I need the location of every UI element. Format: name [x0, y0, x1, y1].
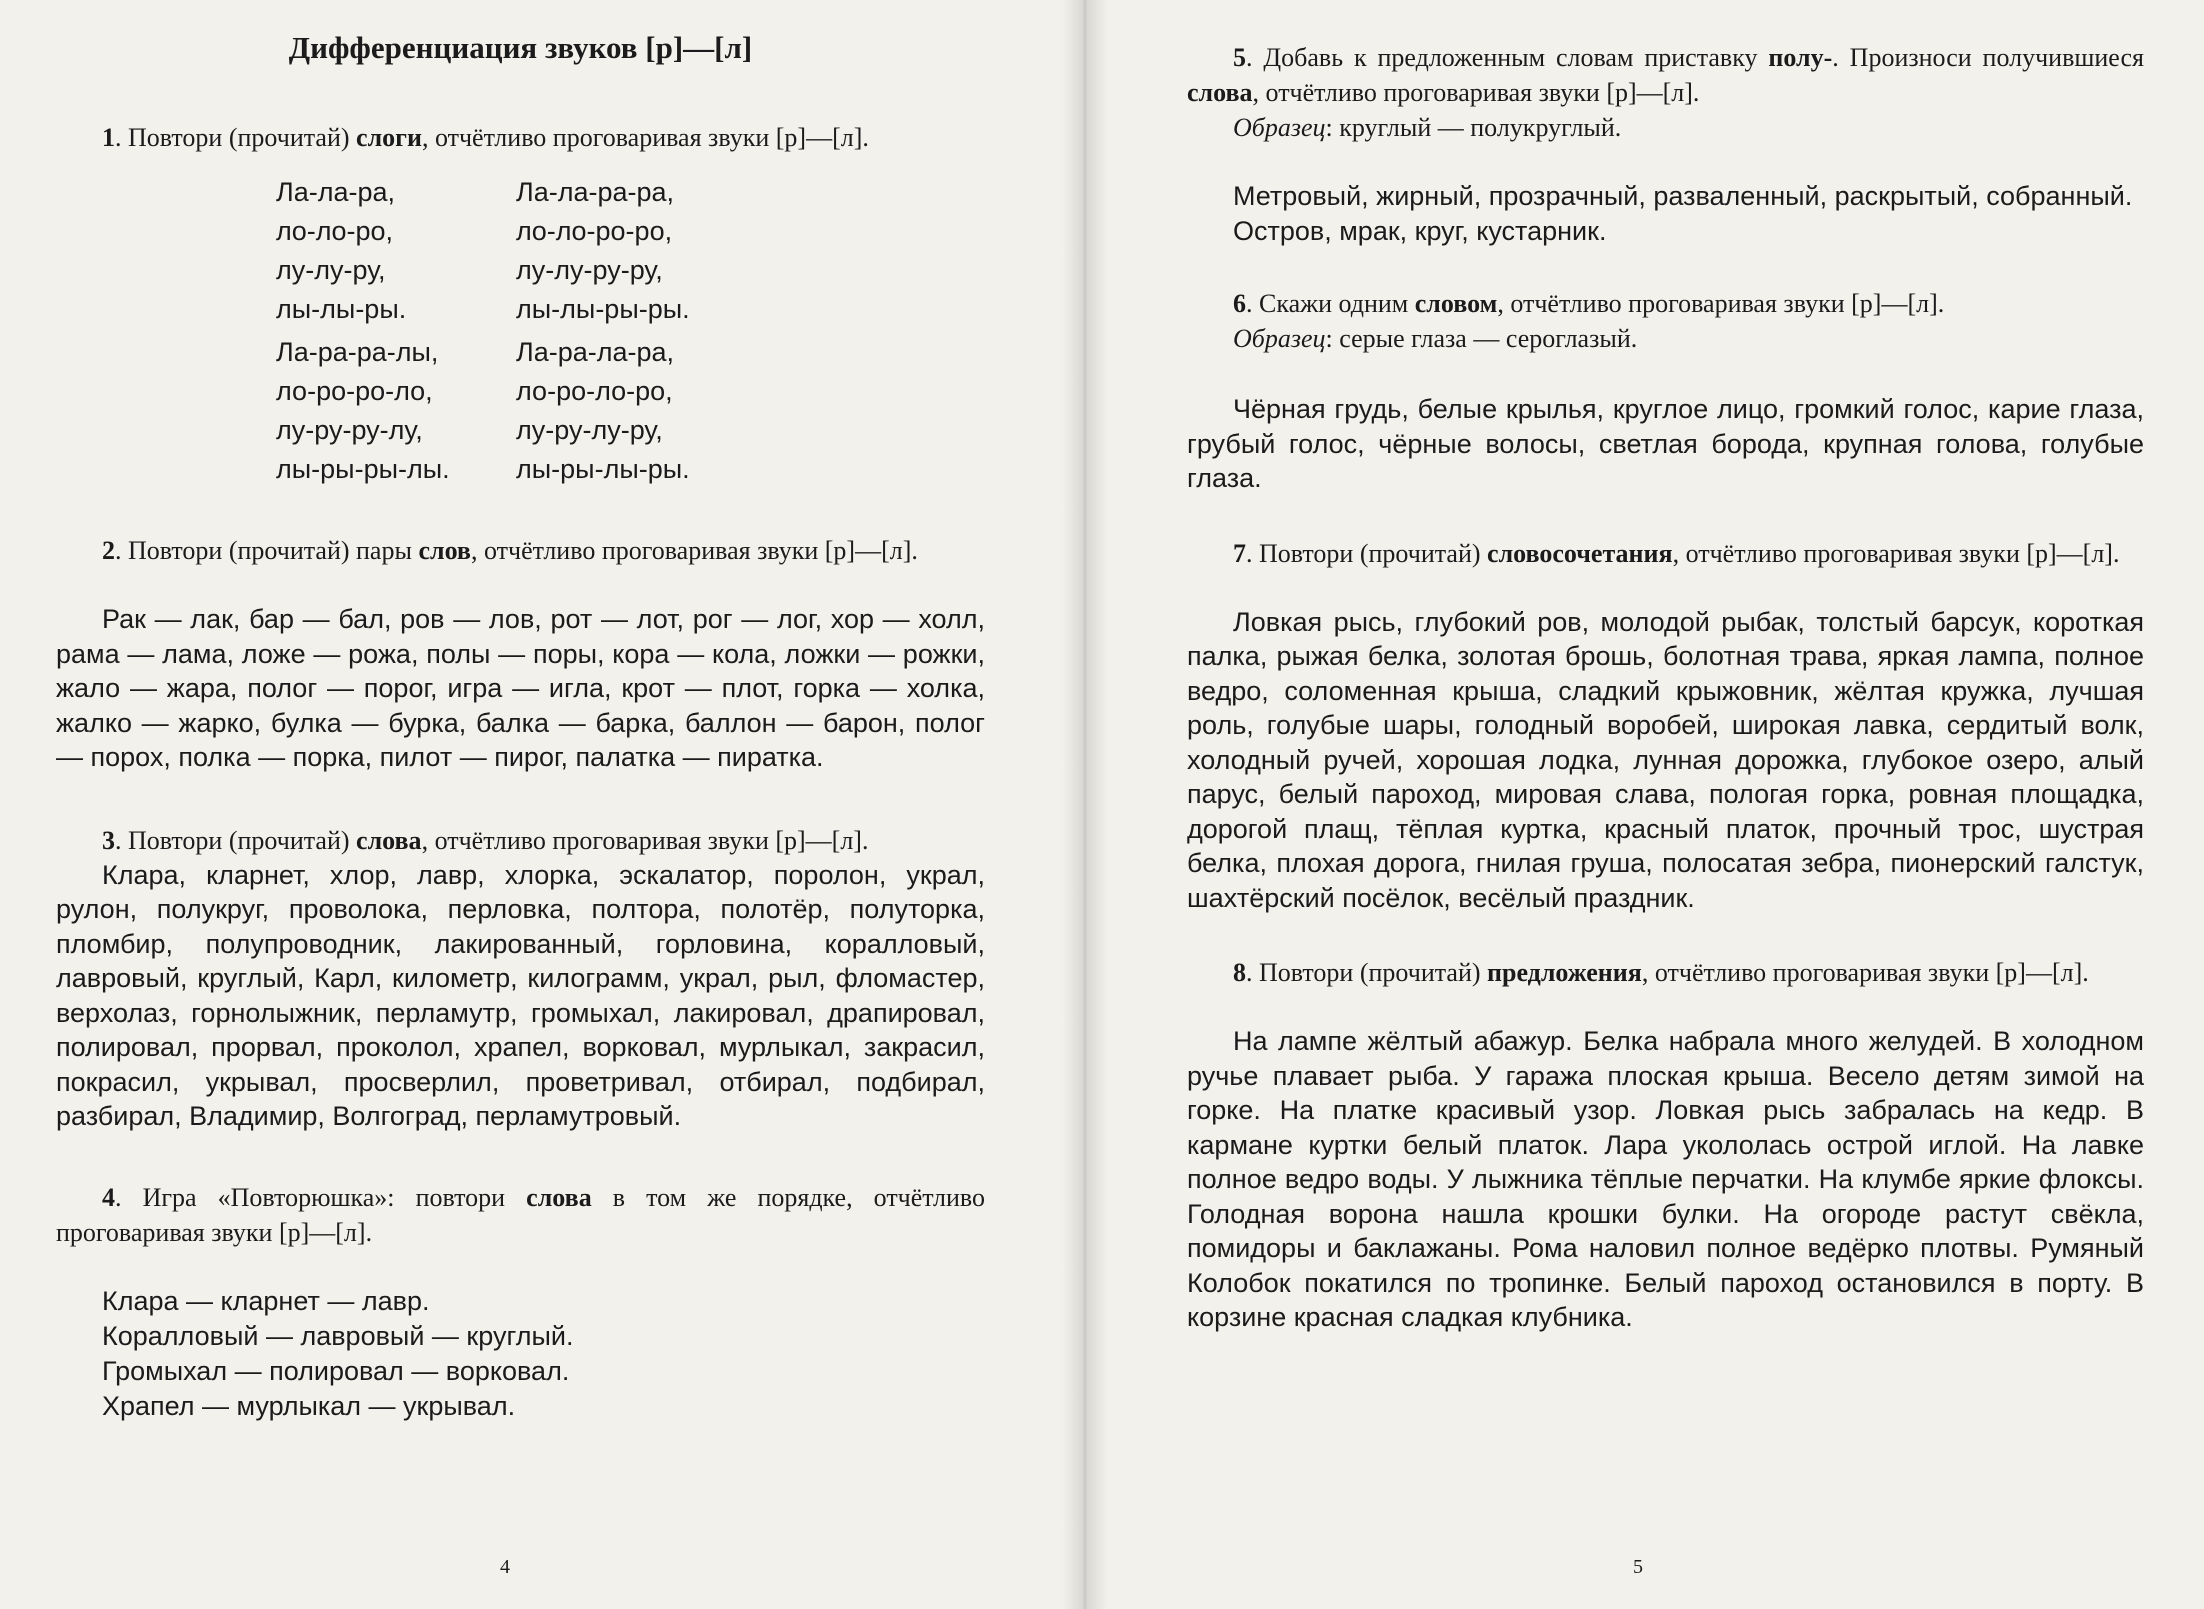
task-3-instruction: 3. Повтори (прочитай) слова, отчётливо проговаривая звуки [р]—[л]. — [102, 825, 869, 855]
page-number: 5 — [1633, 1556, 1643, 1578]
right-page — [1085, 0, 2204, 1609]
task-6-instruction: 6. Скажи одним словом, отчётливо проговаривая звуки [р]—[л]. — [1233, 289, 1945, 318]
syllable-line: лы-ры-лы-ры. — [516, 454, 690, 484]
syllable-line: лу-лу-ру, — [276, 255, 386, 285]
task-2-body: Рак — лак, бар — бал, ров — лов, рот — лот, рог — лог, хор — холл, рама — лама, ложе — рожа, полы — поры, кора — кола, ложки — рожки, жало — жара, полог — порог, игра — игла, крот — плот, горка — холка, жалко — жарко, булка — бурка, балка — барка, баллон — барон, полог — порох, полка — порка, пилот — пирог, палатка — пиратка. — [56, 604, 985, 772]
task-8-body: На лампе жёлтый абажур. Белка набрала много желудей. В холодном ручье плавает рыба. У гаража плоская крыша. Весело детям зимой на горке. На платке красивый узор. Ловкая рысь забралась на кедр. В кармане куртки белый платок. Лара укололась острой иглой. На лавке полное ведро воды. У лыжника тёплые перчатки. На клумбе яркие флоксы. Голодная ворона нашла крошки булки. На огороде растут свёкла, помидоры и баклажаны. Рома наловил полное ведёрко плотвы. Румяный Колобок покатился по тропинке. Белый пароход остановился в порту. В корзине красная сладкая клубника. — [1187, 1026, 2144, 1332]
task-number: 6 — [1233, 289, 1246, 318]
syllable-line: Ла-ла-ра, — [276, 177, 396, 207]
list-item: Громыхал — полировал — ворковал. — [102, 1355, 570, 1386]
task-number: 7 — [1233, 538, 1246, 568]
syllable-line: лo-лo-ро, — [276, 216, 394, 246]
task-4-list — [56, 1284, 985, 1424]
list-item: Клара — кларнет — лавр. — [102, 1285, 430, 1316]
syllable-line: лу-лу-ру-ру, — [516, 255, 663, 285]
syllable-line: Ла-ра-ла-ра, — [516, 337, 675, 367]
syllable-line: Ла-ла-ра-ра, — [516, 177, 675, 207]
task-5-body-2: Остров, мрак, круг, кустарник. — [1233, 215, 1607, 246]
task-5-instruction: 5. Добавь к предложенным словам приставку полу-. Произноси получившиеся слова, отчётливо проговаривая звуки [р]—[л]. — [1187, 43, 2144, 107]
task-number: 4 — [102, 1182, 115, 1212]
syllable-line: Ла-ра-ра-лы, — [276, 337, 439, 367]
task-5-body-1: Метровый, жирный, прозрачный, разваленный, раскрытый, собранный. — [1233, 181, 2133, 211]
task-number: 2 — [102, 536, 115, 565]
task-3-body: Клара, кларнет, хлор, лавр, хлорка, эскалатор, поролон, украл, рулон, полукруг, проволока, перловка, полтора, полотёр, полуторка, пломбир, полупроводник, лакированный, горловина, коралловый, лавровый, круглый, Карл, километр, килограмм, украл, рыл, фломастер, верхолаз, горнолыжник, перламутр, громыхал, лакировал, драпировал, полировал, прорвал, проколол, храпел, ворковал, мурлыкал, закрасил, покрасил, укрывал, просверлил, проветривал, отбирал, подбирал, разбирал, Владимир, Волгоград, перламутровый. — [56, 859, 985, 1131]
task-7-instruction: 7. Повтори (прочитай) словосочетания, отчётливо проговаривая звуки [р]—[л]. — [1233, 538, 2120, 568]
syllable-line: лo-лo-ро-ро, — [516, 216, 673, 246]
task-number: 1 — [102, 123, 115, 152]
task-8-instruction: 8. Повтори (прочитай) предложения, отчётливо проговаривая звуки [р]—[л]. — [1233, 958, 2089, 987]
task-7-body: Ловкая рысь, глубокий ров, молодой рыбак, толстый барсук, короткая палка, рыжая белка, золотая брошь, болотная трава, яркая лампа, полное ведро, соломенная крыша, сладкий крыжовник, жёлтая кружка, лучшая роль, голубые шары, голодный воробей, широкая лавка, сердитый волк, холодный ручей, хорошая лодка, лунная дорожка, глубокое озеро, алый парус, белый пароход, мировая слава, пологая горка, ровная площадка, дорогой плащ, тёплая куртка, красный платок, прочный трос, шустрая белка, плохая дорога, гнилая груша, полосатая зебра, пионерский галстук, шахтёрский посёлок, весёлый праздник. — [1187, 606, 2144, 913]
task-2-instruction: 2. Повтори (прочитай) пары слов, отчётливо проговаривая звуки [р]—[л]. — [102, 536, 918, 565]
page-number: 4 — [500, 1556, 510, 1578]
syllables-block-2 — [276, 333, 985, 489]
task-number: 3 — [102, 825, 115, 855]
syllable-line: лы-лы-ры-ры. — [516, 294, 690, 324]
task-number: 5 — [1233, 43, 1246, 72]
left-page — [0, 0, 1085, 1609]
task-1-instruction: 1. Повтори (прочитай) слоги, отчётливо проговаривая звуки [р]—[л]. — [102, 123, 869, 152]
task-6-body: Чёрная грудь, белые крылья, круглое лицо, громкий голос, карие глаза, грубый голос, чёрные волосы, светлая борода, крупная голова, голубые глаза. — [1187, 394, 2144, 493]
task-number: 8 — [1233, 958, 1246, 987]
task-4-instruction: 4. Игра «Повторюшка»: повтори слова в том же порядке, отчётливо проговаривая звуки [р]—[л]. — [56, 1182, 985, 1247]
list-item: Храпел — мурлыкал — укрывал. — [102, 1390, 516, 1421]
task-5-sample: Образец: круглый — полукруглый. — [1233, 113, 1622, 142]
syllables-block-1 — [276, 173, 985, 329]
syllable-line: ло-ро-ро-ло, — [276, 376, 433, 406]
syllable-line: лы-лы-ры. — [276, 294, 407, 324]
syllable-line: лы-ры-ры-лы. — [276, 454, 450, 484]
task-6-sample: Образец: серые глаза — сероглазый. — [1233, 324, 1638, 353]
page-title: Дифференциация звуков [р]—[л] — [288, 30, 753, 65]
syllable-line: лу-ру-лу-ру, — [516, 415, 663, 445]
syllable-line: лу-ру-ру-лу, — [276, 415, 423, 445]
syllable-line: ло-ро-ло-ро, — [516, 376, 673, 406]
list-item: Коралловый — лавровый — круглый. — [102, 1320, 574, 1351]
